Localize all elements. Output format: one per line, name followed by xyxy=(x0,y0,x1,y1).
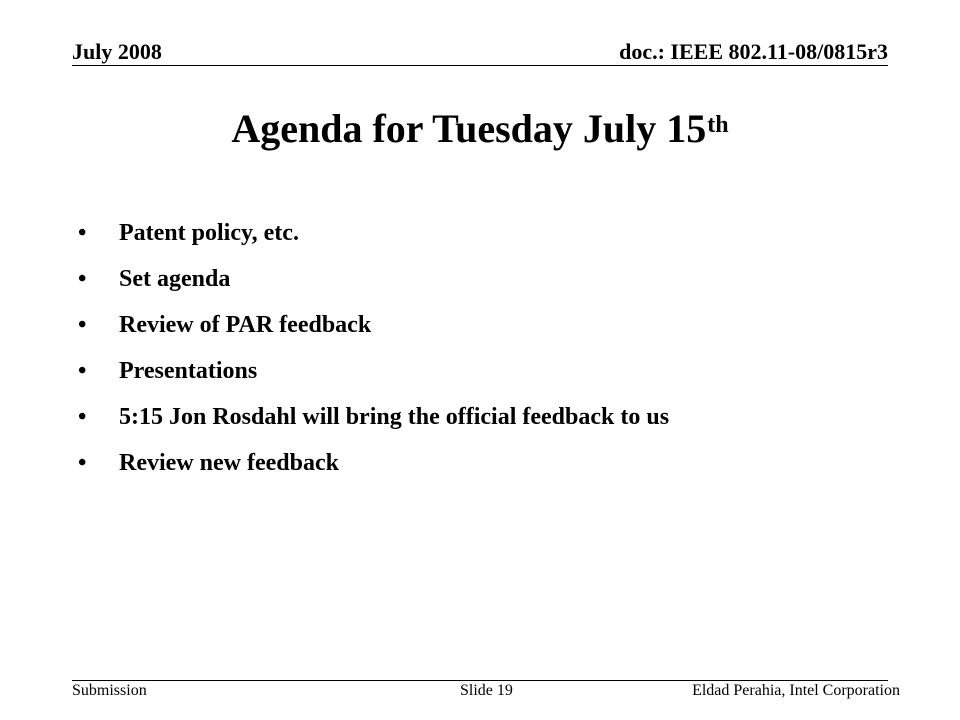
bullet-icon: • xyxy=(78,404,87,430)
bullet-icon: • xyxy=(78,220,87,246)
agenda-item xyxy=(78,440,898,486)
footer-divider xyxy=(72,680,888,681)
footer-submission: Submission xyxy=(72,682,147,699)
bullet-icon: • xyxy=(78,266,87,292)
agenda-item xyxy=(78,210,898,256)
agenda-list xyxy=(78,210,898,486)
agenda-item-text: Presentations xyxy=(119,358,258,384)
bullet-icon: • xyxy=(78,450,87,476)
agenda-item-text: Patent policy, etc. xyxy=(119,220,299,246)
slide-title xyxy=(72,104,888,154)
agenda-item xyxy=(78,348,898,394)
slide-title-text: Agenda for Tuesday July 15 xyxy=(231,106,707,151)
agenda-item xyxy=(78,394,898,440)
agenda-item xyxy=(78,256,898,302)
agenda-item-text: 5:15 Jon Rosdahl will bring the official feedback to us xyxy=(119,404,670,430)
footer-author: Eldad Perahia, Intel Corporation xyxy=(692,682,900,699)
bullet-icon: • xyxy=(78,358,87,384)
slide-title-superscript: th xyxy=(707,112,729,138)
header-date: July 2008 xyxy=(72,39,162,64)
header-divider xyxy=(72,65,888,66)
header-doc-id: doc.: IEEE 802.11-08/0815r3 xyxy=(619,39,888,64)
agenda-item-text: Review new feedback xyxy=(119,450,339,476)
agenda-item xyxy=(78,302,898,348)
agenda-item-text: Set agenda xyxy=(119,266,231,292)
agenda-item-text: Review of PAR feedback xyxy=(119,312,372,338)
bullet-icon: • xyxy=(78,312,87,338)
footer-slide-number: Slide 19 xyxy=(460,682,513,699)
